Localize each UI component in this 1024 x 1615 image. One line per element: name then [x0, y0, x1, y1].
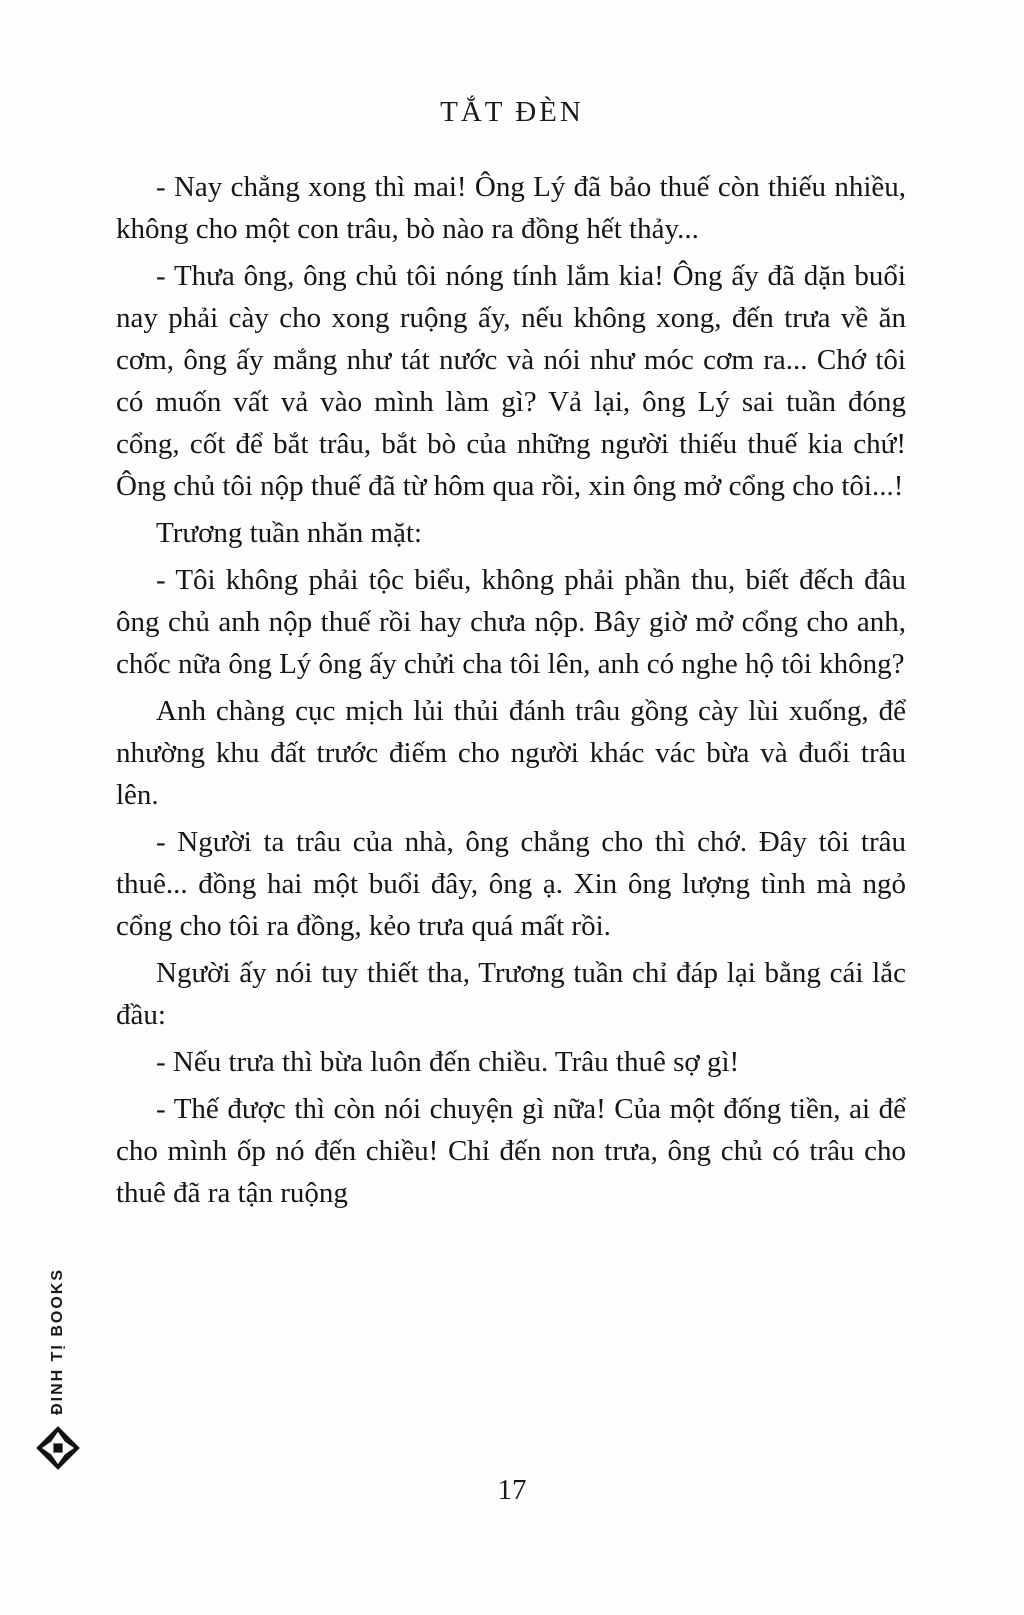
- paragraph: - Thưa ông, ông chủ tôi nóng tính lắm kia! Ông ấy đã dặn buổi nay phải cày cho xong ruộng ấy, nếu không xong, đến trưa về ăn cơm, ông ấy mắng như tát nước và nói như móc cơm ra... Chớ tôi có muốn vất vả vào mình làm gì? Vả lại, ông Lý sai tuần đóng cổng, cốt để bắt trâu, bắt bò của những người thiếu thuế kia chứ! Ông chủ tôi nộp thuế đã từ hôm qua rồi, xin ông mở cổng cho tôi...!: [116, 260, 906, 502]
- body-text: [116, 166, 906, 1219]
- paragraph: - Nay chẳng xong thì mai! Ông Lý đã bảo thuế còn thiếu nhiều, không cho một con trâu, bò nào ra đồng hết thảy...: [116, 171, 906, 245]
- paragraph: - Tôi không phải tộc biểu, không phải phần thu, biết đếch đâu ông chủ anh nộp thuế rồi hay chưa nộp. Bây giờ mở cổng cho anh, chốc nữa ông Lý ông ấy chửi cha tôi lên, anh có nghe hộ tôi không?: [116, 564, 906, 680]
- page-title: TẮT ĐÈN: [440, 96, 584, 128]
- paragraph: - Người ta trâu của nhà, ông chẳng cho thì chớ. Đây tôi trâu thuê... đồng hai một buổi đây, ông ạ. Xin ông lượng tình mà ngỏ cổng cho tôi ra đồng, kẻo trưa quá mất rồi.: [116, 826, 906, 942]
- publisher-logo-icon: [35, 1425, 81, 1471]
- publisher-name: ĐINH TỊ BOOKS: [49, 1268, 66, 1415]
- paragraph: Người ấy nói tuy thiết tha, Trương tuần chỉ đáp lại bằng cái lắc đầu:: [116, 957, 906, 1031]
- paragraph: Anh chàng cục mịch lủi thủi đánh trâu gồng cày lùi xuống, để nhường khu đất trước điếm cho người khác vác bừa và đuổi trâu lên.: [116, 695, 906, 811]
- publisher-spine: [28, 1268, 88, 1471]
- page-number: 17: [497, 1474, 527, 1506]
- paragraph: - Nếu trưa thì bừa luôn đến chiều. Trâu thuê sợ gì!: [156, 1046, 740, 1078]
- paragraph: - Thế được thì còn nói chuyện gì nữa! Của một đống tiền, ai để cho mình ốp nó đến chiều! Chỉ đến non trưa, ông chủ có trâu cho thuê đã ra tận ruộng: [116, 1093, 906, 1209]
- paragraph: Trương tuần nhăn mặt:: [156, 517, 422, 549]
